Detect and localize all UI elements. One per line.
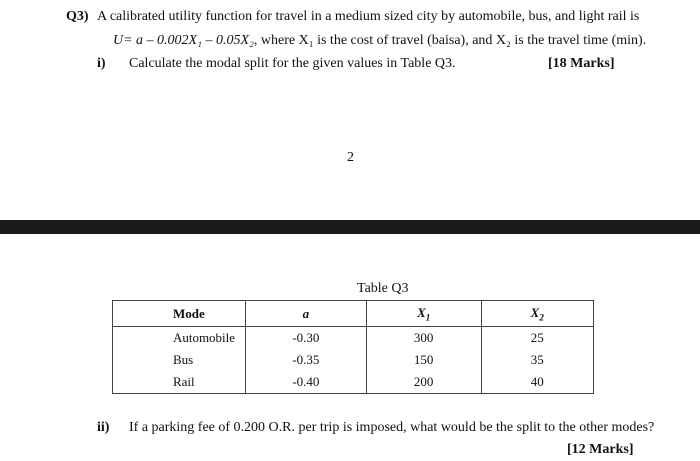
table-header-row bbox=[113, 301, 594, 327]
table-caption: Table Q3 bbox=[357, 281, 409, 296]
header-x1: $X_1$ bbox=[366, 301, 481, 327]
part-i-label: i) bbox=[97, 56, 106, 71]
part-i-marks: [18 Marks] bbox=[548, 56, 615, 71]
cell-a: -0.35 bbox=[245, 349, 366, 371]
cell-a: -0.40 bbox=[245, 371, 366, 394]
header-a: a bbox=[245, 301, 366, 327]
table-row bbox=[113, 327, 594, 350]
page-divider bbox=[0, 220, 700, 234]
cell-x2: 25 bbox=[481, 327, 593, 350]
cell-x1: 200 bbox=[366, 371, 481, 394]
part-ii-text: If a parking fee of 0.200 O.R. per trip is imposed, what would be the split to the other modes? bbox=[129, 420, 655, 435]
cell-x1: 300 bbox=[366, 327, 481, 350]
page-number: 2 bbox=[347, 150, 354, 165]
part-ii-marks: [12 Marks] bbox=[567, 442, 634, 457]
table-row bbox=[113, 371, 594, 394]
cell-mode: Bus bbox=[113, 349, 246, 371]
formula-description: , where X₁ is the cost of travel (baisa), and X₂ is the travel time (min). bbox=[253, 33, 647, 48]
utility-formula: U= a – 0.002X₁ – 0.05X₂ bbox=[113, 33, 254, 48]
header-x2: $X_2$ bbox=[481, 301, 593, 327]
question-number: Q3) bbox=[66, 9, 89, 24]
cell-a: -0.30 bbox=[245, 327, 366, 350]
cell-x1: 150 bbox=[366, 349, 481, 371]
part-ii-label: ii) bbox=[97, 420, 110, 435]
header-mode: Mode bbox=[113, 301, 246, 327]
cell-x2: 40 bbox=[481, 371, 593, 394]
cell-mode: Automobile bbox=[113, 327, 246, 350]
formula-line bbox=[113, 33, 646, 49]
cell-mode: Rail bbox=[113, 371, 246, 394]
cell-x2: 35 bbox=[481, 349, 593, 371]
part-i-text: Calculate the modal split for the given values in Table Q3. bbox=[129, 56, 456, 71]
question-intro: A calibrated utility function for travel in a medium sized city by automobile, bus, and light rail is bbox=[97, 9, 640, 24]
table-row bbox=[113, 349, 594, 371]
data-table bbox=[112, 300, 594, 394]
